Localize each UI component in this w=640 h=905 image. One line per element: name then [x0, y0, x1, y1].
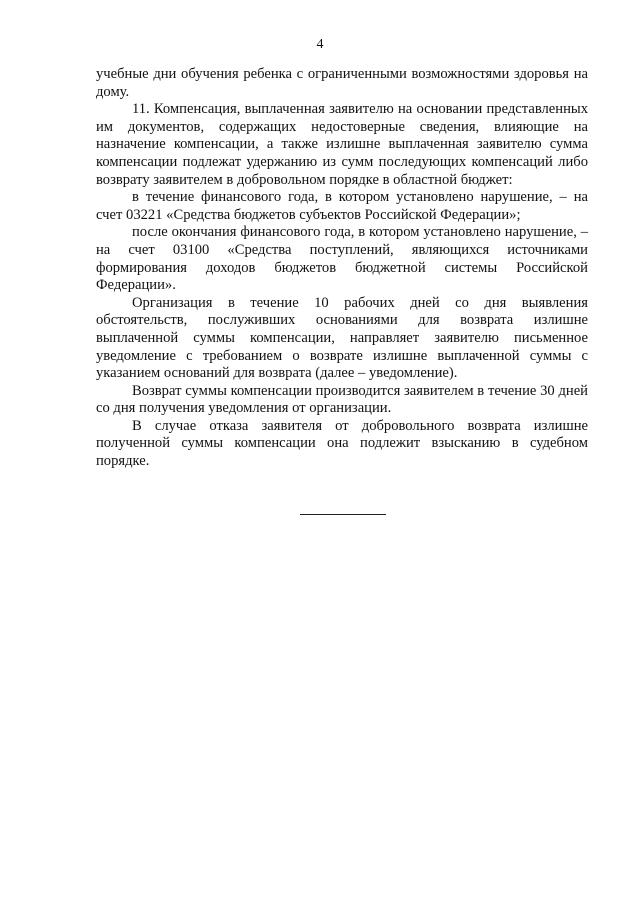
paragraph-item-11: 11. Компенсация, выплаченная заявителю на основании представленных им документов, содержащих недостоверные сведения, влияющие на назначение компенсации, а также излишне выплаченная заявителю сумма компенсации подлежат удержанию из сумм последующих компенсаций либо возврату заявителем в добровольном порядке в областной бюджет:	[96, 101, 588, 188]
paragraph-same-year-return: в течение финансового года, в котором установлено нарушение, – на счет 03221 «Средства бюджетов субъектов Российской Федерации»;	[96, 189, 588, 223]
paragraph-continuation: учебные дни обучения ребенка с ограниченными возможностями здоровья на дому.	[96, 66, 588, 100]
paragraph-return-deadline: Возврат суммы компенсации производится заявителем в течение 30 дней со дня получения уведомления от организации.	[96, 382, 588, 417]
end-separator-line	[300, 514, 386, 515]
paragraph-court-recovery: В случае отказа заявителя от добровольного возврата излишне полученной суммы компенсации она подлежит взысканию в судебном порядке.	[96, 417, 588, 470]
document-body	[96, 66, 588, 471]
paragraph-notification: Организация в течение 10 рабочих дней со дня выявления обстоятельств, послуживших основаниями для возврата излишне выплаченной суммы компенсации, направляет заявителю письменное уведомление с требованием о возврате излишне выплаченной суммы с указанием оснований для возврата (далее – уведомление).	[96, 294, 588, 382]
page-number: 4	[316, 37, 324, 52]
paragraph-after-year-return: после окончания финансового года, в котором установлено нарушение, – на счет 03100 «Средства поступлений, являющихся источниками формирования доходов бюджетов бюджетной системы Российской Федерации».	[96, 224, 588, 294]
